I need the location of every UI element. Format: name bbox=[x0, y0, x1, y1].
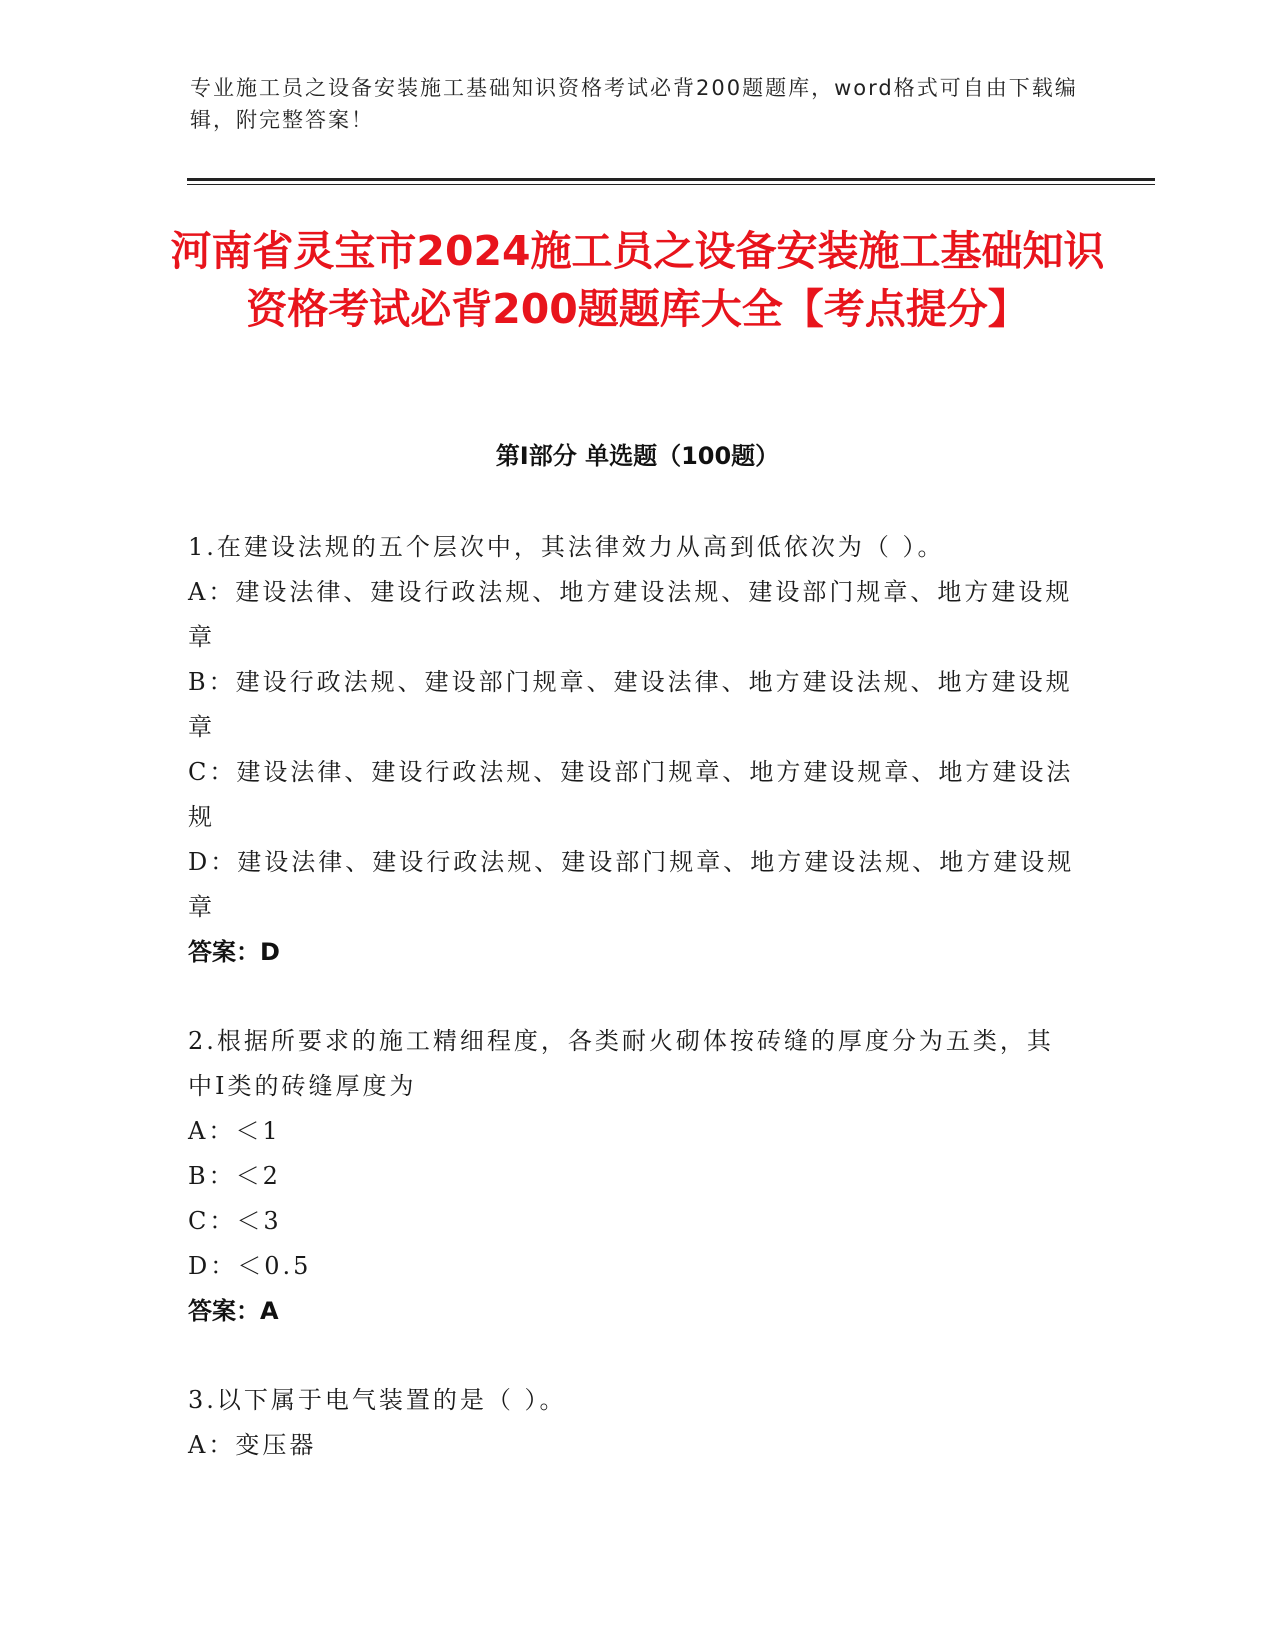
option-text: ＜3 bbox=[236, 1207, 282, 1235]
document-title: 河南省灵宝市2024施工员之设备安装施工基础知识资格考试必背200题题库大全【考点提分】 bbox=[170, 227, 1105, 333]
option-c bbox=[188, 1199, 1078, 1244]
section-title: 第Ⅰ部分 单选题（100题） bbox=[495, 442, 780, 470]
option-text: ＜1 bbox=[235, 1117, 281, 1145]
option-b bbox=[188, 1154, 1078, 1199]
question-1 bbox=[188, 525, 1078, 975]
option-key: B： bbox=[188, 1162, 236, 1190]
answer: 答案：A bbox=[188, 1297, 279, 1325]
option-d bbox=[188, 840, 1078, 930]
answer: 答案：D bbox=[188, 938, 280, 966]
option-key: C： bbox=[188, 1207, 237, 1235]
option-d bbox=[188, 1244, 1078, 1289]
header-divider-thick bbox=[187, 178, 1155, 181]
option-text: ＜2 bbox=[235, 1162, 281, 1190]
option-text: 建设法律、建设行政法规、建设部门规章、地方建设规章、地方建设法规 bbox=[188, 758, 1074, 831]
question-stem: 1.在建设法规的五个层次中，其法律效力从高到低依次为（ ）。 bbox=[188, 533, 945, 561]
question-2 bbox=[188, 1019, 1078, 1334]
question-stem: 3.以下属于电气装置的是（ ）。 bbox=[188, 1386, 567, 1414]
option-text: 建设法律、建设行政法规、地方建设法规、建设部门规章、地方建设规章 bbox=[188, 578, 1073, 651]
option-c bbox=[188, 750, 1078, 840]
question-list bbox=[188, 525, 1078, 1512]
option-text: 变压器 bbox=[235, 1431, 317, 1459]
option-text: ＜0.5 bbox=[237, 1252, 312, 1280]
option-key: B： bbox=[188, 668, 236, 696]
option-text: 建设行政法规、建设部门规章、建设法律、地方建设法规、地方建设规章 bbox=[188, 668, 1073, 741]
option-key: D： bbox=[188, 1252, 238, 1280]
option-key: A： bbox=[188, 1117, 236, 1145]
header-divider-thin bbox=[187, 184, 1155, 185]
option-a bbox=[188, 1109, 1078, 1154]
option-text: 建设法律、建设行政法规、建设部门规章、地方建设法规、地方建设规章 bbox=[188, 848, 1075, 921]
question-3 bbox=[188, 1378, 1078, 1468]
option-a bbox=[188, 1423, 1078, 1468]
option-b bbox=[188, 660, 1078, 750]
option-key: A： bbox=[188, 578, 236, 606]
question-stem: 2.根据所要求的施工精细程度，各类耐火砌体按砖缝的厚度分为五类，其中Ⅰ类的砖缝厚度为 bbox=[188, 1027, 1054, 1100]
option-key: C： bbox=[188, 758, 237, 786]
option-key: A： bbox=[188, 1431, 236, 1459]
option-key: D： bbox=[188, 848, 238, 876]
header-note: 专业施工员之设备安装施工基础知识资格考试必背200题题库，word格式可自由下载编辑，附完整答案！ bbox=[190, 76, 1078, 132]
option-a bbox=[188, 570, 1078, 660]
